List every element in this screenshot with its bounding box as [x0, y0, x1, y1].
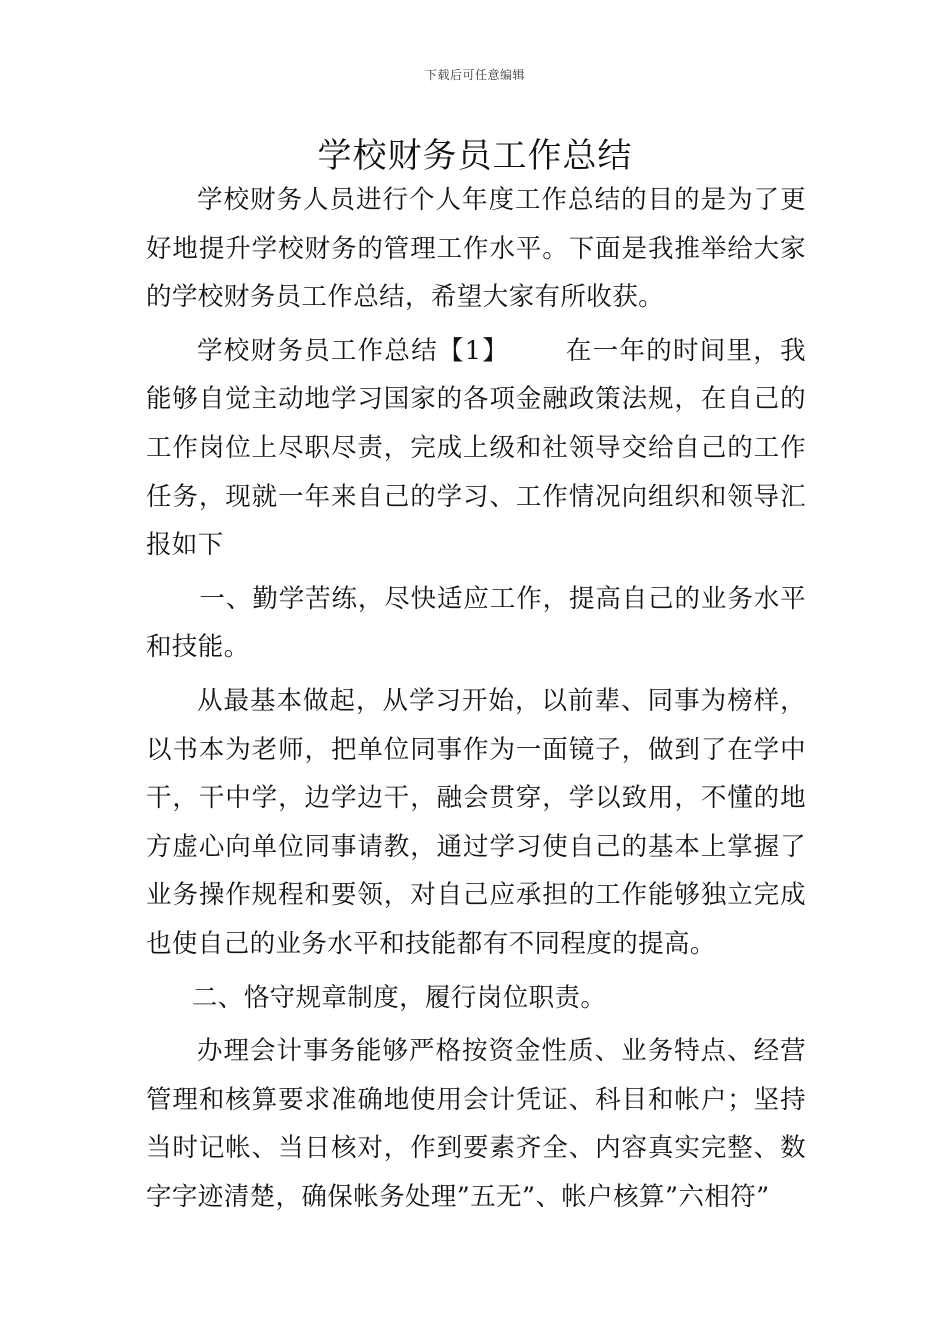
- document-body: [146, 176, 806, 1226]
- point-two-body: 办理会计事务能够严格按资金性质、业务特点、经营管理和核算要求准确地使用会计凭证、科目和帐户；坚持当时记帐、当日核对，作到要素齐全、内容真实完整、数字字迹清楚，确保帐务处理”五无”、帐户核算”六相符”: [146, 1036, 806, 1212]
- point-one-body: 从最基本做起，从学习开始，以前辈、同事为榜样，以书本为老师，把单位同事作为一面镜子，做到了在学中干，干中学，边学边干，融会贯穿，学以致用，不懂的地方虚心向单位同事请教，通过学习使自己的基本上掌握了业务操作规程和要领，对自己应承担的工作能够独立完成也使自己的业务水平和技能都有不同程度的提高。: [146, 685, 806, 959]
- document-title: 学校财务员工作总结: [317, 136, 633, 176]
- point-one-heading: 一、勤学苦练，尽快适应工作，提高自己的业务水平和技能。: [146, 583, 806, 663]
- section-one-text: 在一年的时间里，我能够自觉主动地学习国家的各项金融政策法规，在自己的工作岗位上尽职尽责，完成上级和社领导交给自己的工作任务，现就一年来自己的学习、工作情况向组织和领导汇报如下: [146, 335, 806, 561]
- section-one-paragraph: [146, 327, 806, 570]
- section-one-heading: 学校财务员工作总结【1】: [197, 335, 510, 366]
- point-two-heading: 二、恪守规章制度，履行岗位职责。: [191, 982, 607, 1013]
- header-note: 下载后可任意编辑: [424, 68, 525, 82]
- intro-paragraph: 学校财务人员进行个人年度工作总结的目的是为了更好地提升学校财务的管理工作水平。下面是我推举给大家的学校财务员工作总结，希望大家有所收获。: [146, 185, 806, 313]
